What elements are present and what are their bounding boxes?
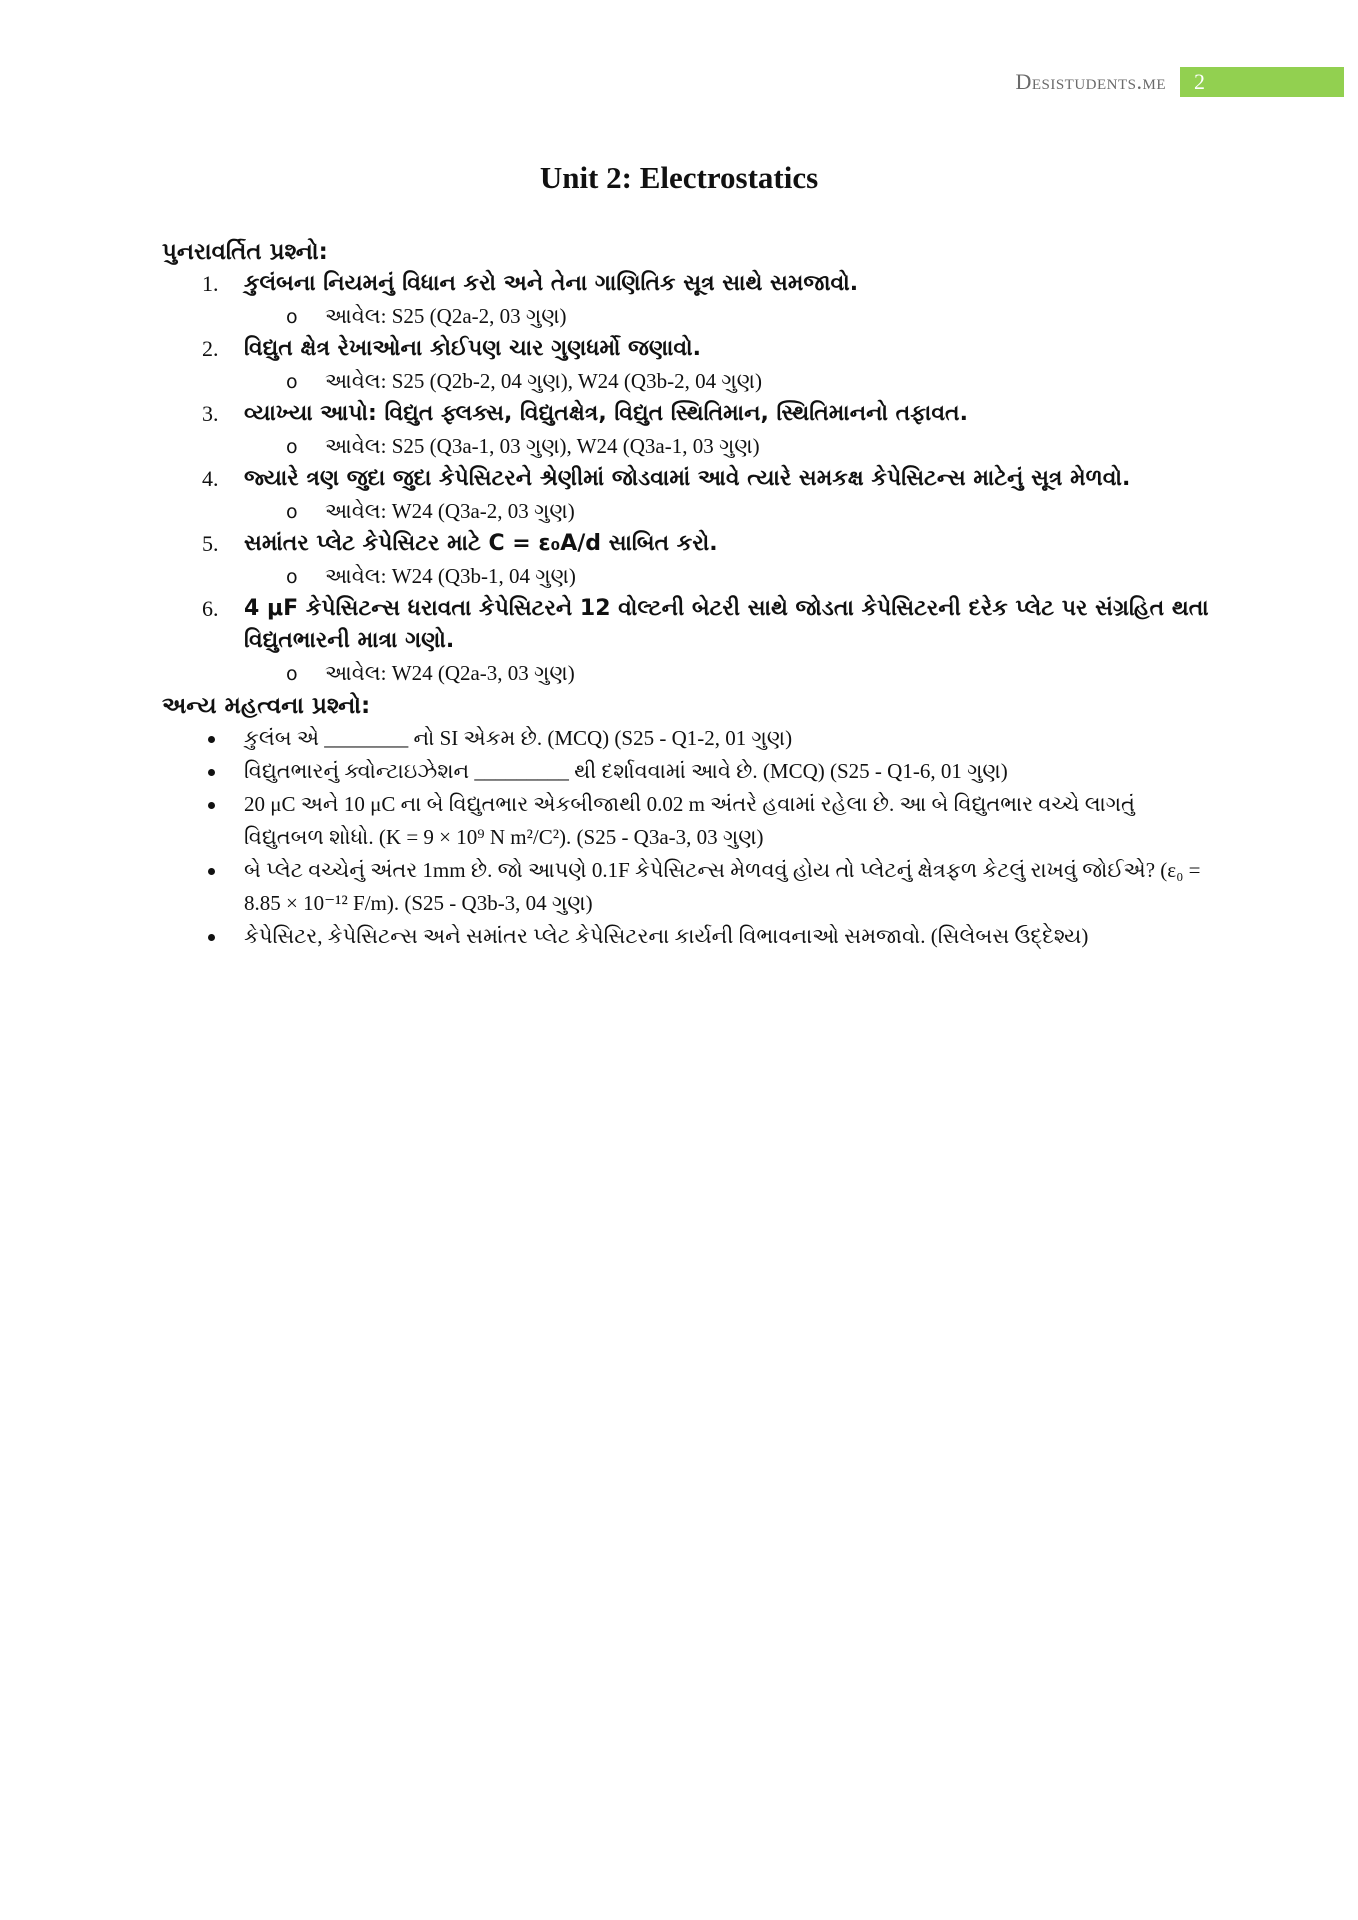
list-item [162,788,1212,854]
circle-bullet-icon: o [286,371,298,393]
question-number: 2. [202,336,219,361]
page-header [1015,66,1344,98]
circle-bullet-icon: o [286,566,298,588]
question-source [162,300,1212,333]
question-number: 4. [202,466,219,491]
circle-bullet-icon: o [286,663,298,685]
site-name: Desistudents.me [1015,69,1166,94]
question-text: 4 μF કેપેસિટન્સ ધરાવતા કેપેસિટરને 12 વોલ્ટની બેટરી સાથે જોડતા કેપેસિટરની દરેક પ્લેટ પર સંગ્રહિત થતા વિદ્યુતભારની માત્રા ગણો. [244,596,1209,653]
question-item [162,528,1212,593]
page-title: Unit 2: Electrostatics [539,160,819,195]
bullet-dot-icon [208,868,215,875]
list-item-text: કુલંબ એ ________ નો SI એકમ છે. (MCQ) (S25 - Q1-2, 01 ગુણ) [244,726,793,750]
bullet-dot-icon [208,736,215,743]
source-text: આવેલ: S25 (Q3a-1, 03 ગુણ), W24 (Q3a-1, 03 ગુણ) [325,434,760,458]
question-source [162,495,1212,528]
question-text: જ્યારે ત્રણ જુદા જુદા કેપેસિટરને શ્રેણીમાં જોડવામાં આવે ત્યારે સમકક્ષ કેપેસિટન્સ માટેનું સૂત્ર મેળવો. [244,466,1131,491]
source-text: આવેલ: S25 (Q2b-2, 04 ગુણ), W24 (Q3b-2, 04 ગુણ) [325,369,762,393]
source-text: આવેલ: W24 (Q2a-3, 03 ગુણ) [325,661,575,685]
question-text: વિદ્યુત ક્ષેત્ર રેખાઓના કોઈપણ ચાર ગુણધર્મો જણાવો. [244,336,701,361]
question-source [162,657,1212,690]
question-text: સમાંતર પ્લેટ કેપેસિટર માટે C = ε₀A/d સાબિત કરો. [244,531,718,556]
repeated-questions-heading: પુનરાવર્તિત પ્રશ્નો: [162,239,328,265]
list-item [162,854,1212,920]
question-number: 1. [202,271,219,296]
question-item [162,333,1212,398]
list-item-text: બે પ્લેટ વચ્ચેનું અંતર 1mm છે. જો આપણે 0.1F કેપેસિટન્સ મેળવવું હોય તો પ્લેટનું ક્ષેત્રફળ કેટલું રાખવું જોઈએ? (ε₀ = 8.85 × 10⁻¹² F/m). (S25 - Q3b-3, 04 ગુણ) [244,858,1201,915]
question-item [162,268,1212,333]
bullet-dot-icon [208,934,215,941]
list-item-text: વિદ્યુતભારનું ક્વોન્ટાઇઝેશન _________ થી દર્શાવવામાં આવે છે. (MCQ) (S25 - Q1-6, 01 ગુણ) [244,759,1008,783]
other-questions-heading: અન્ય મહત્વના પ્રશ્નો: [162,693,371,719]
list-item-text: કેપેસિટર, કેપેસિટન્સ અને સમાંતર પ્લેટ કેપેસિટરના કાર્યની વિભાવનાઓ સમજાવો. (સિલેબસ ઉદ્દેશ્ય) [244,924,1089,948]
question-item [162,463,1212,528]
repeated-questions-list [162,268,1212,690]
list-item [162,920,1212,953]
question-text: વ્યાખ્યા આપો: વિદ્યુત ફ્લક્સ, વિદ્યુતક્ષેત્ર, વિદ્યુત સ્થિતિમાન, સ્થિતિમાનનો તફાવત. [244,401,968,426]
other-questions-list [162,722,1212,953]
source-text: આવેલ: W24 (Q3b-1, 04 ગુણ) [325,564,576,588]
question-source [162,430,1212,463]
bullet-dot-icon [208,769,215,776]
question-number: 3. [202,401,219,426]
question-item [162,398,1212,463]
list-item-text: 20 μC અને 10 μC ના બે વિદ્યુતભાર એકબીજાથી 0.02 m અંતરે હવામાં રહેલા છે. આ બે વિદ્યુતભાર વચ્ચે લાગતું વિદ્યુતબળ શોધો. (K = 9 × 10⁹ N m²/C²). (S25 - Q3a-3, 03 ગુણ) [244,792,1135,849]
question-item [162,593,1212,690]
circle-bullet-icon: o [286,501,298,523]
page-number: 2 [1180,67,1344,97]
question-number: 5. [202,531,219,556]
question-number: 6. [202,596,219,621]
content [162,236,1212,953]
list-item [162,755,1212,788]
source-text: આવેલ: S25 (Q2a-2, 03 ગુણ) [325,304,567,328]
question-source [162,365,1212,398]
bullet-dot-icon [208,802,215,809]
list-item [162,722,1212,755]
circle-bullet-icon: o [286,436,298,458]
circle-bullet-icon: o [286,306,298,328]
question-source [162,560,1212,593]
question-text: કુલંબના નિયમનું વિધાન કરો અને તેના ગાણિતિક સૂત્ર સાથે સમજાવો. [244,271,859,296]
source-text: આવેલ: W24 (Q3a-2, 03 ગુણ) [325,499,575,523]
